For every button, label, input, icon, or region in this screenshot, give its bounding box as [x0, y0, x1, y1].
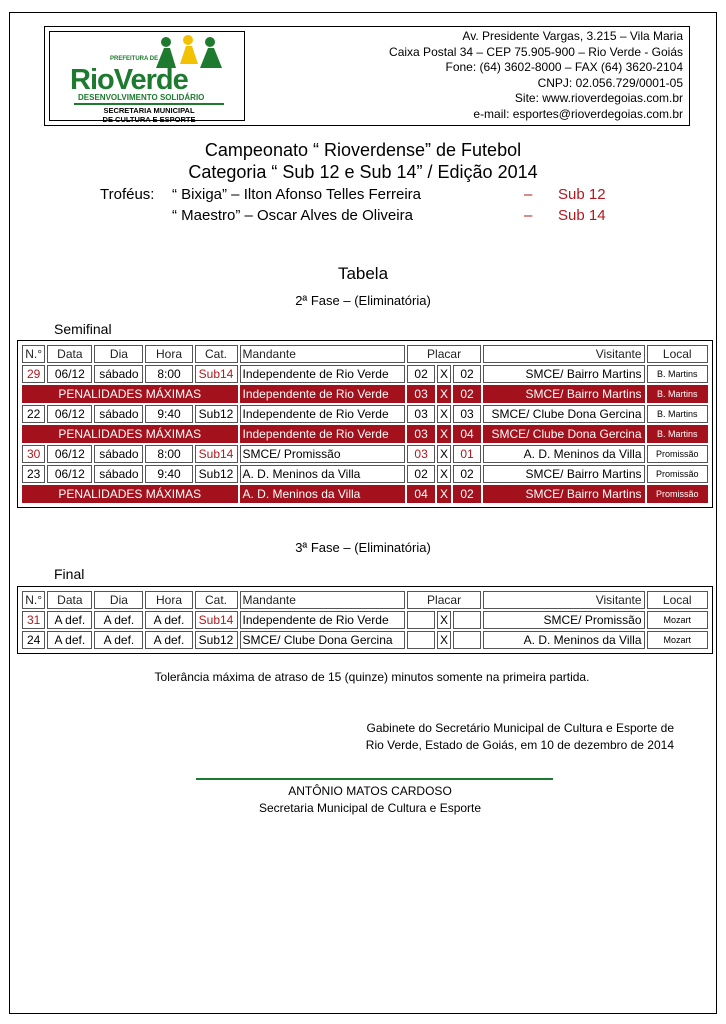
signature-name: ANTÔNIO MATOS CARDOSO	[288, 784, 452, 798]
trophy-1-dash: –	[524, 186, 533, 203]
game-number-cell: 29	[22, 365, 45, 383]
local-cell: B. Martins	[647, 385, 708, 403]
score-away-cell: 04	[453, 425, 481, 443]
phase2-title: 2ª Fase – (Eliminatória)	[295, 293, 431, 308]
game-number-cell: 31	[22, 611, 45, 629]
day-cell: sábado	[94, 465, 143, 483]
score-home-cell: 03	[407, 445, 435, 463]
score-home-cell: 04	[407, 485, 435, 503]
game-row	[22, 405, 708, 423]
day-cell: sábado	[94, 445, 143, 463]
score-home-cell: 03	[407, 405, 435, 423]
logo-prefeitura: PREFEITURA DE	[110, 56, 159, 62]
mandante-cell: A. D. Meninos da Villa	[240, 465, 406, 483]
game-number-cell: 22	[22, 405, 45, 423]
trophy-2-name: “ Maestro” – Oscar Alves de Oliveira	[172, 207, 413, 224]
visitante-cell: SMCE/ Clube Dona Gercina	[483, 425, 645, 443]
score-x-cell: X	[437, 385, 451, 403]
visitante-cell: A. D. Meninos da Villa	[483, 445, 645, 463]
email: e-mail: esportes@rioverdegoias.com.br	[473, 106, 683, 121]
mandante-cell: SMCE/ Clube Dona Gercina	[240, 631, 406, 649]
cnpj: CNPJ: 02.056.729/0001-05	[537, 75, 683, 90]
local-cell: B. Martins	[647, 425, 708, 443]
mandante-cell: A. D. Meninos da Villa	[240, 485, 406, 503]
date-cell: 06/12	[47, 465, 92, 483]
letterhead	[44, 26, 690, 126]
day-cell: A def.	[94, 611, 143, 629]
mandante-cell: Independente de Rio Verde	[240, 405, 406, 423]
trophy-1-cat: Sub 12	[558, 186, 606, 203]
score-away-cell: 01	[453, 445, 481, 463]
penalty-label: PENALIDADES MÁXIMAS	[22, 485, 238, 503]
day-cell: sábado	[94, 405, 143, 423]
date-cell: 06/12	[47, 365, 92, 383]
logo	[49, 31, 245, 124]
column-header-mandante: Mandante	[240, 345, 406, 363]
score-away-cell: 02	[453, 465, 481, 483]
local-cell: Promissão	[647, 445, 708, 463]
column-header-mandante: Mandante	[240, 591, 406, 609]
logo-tagline: DESENVOLVIMENTO SOLIDÁRIO	[78, 93, 205, 102]
time-cell: 8:00	[145, 365, 192, 383]
local-cell: B. Martins	[647, 405, 708, 423]
game-number-cell: 23	[22, 465, 45, 483]
date-cell: 06/12	[47, 445, 92, 463]
score-away-cell	[453, 611, 481, 629]
category-cell: Sub14	[195, 611, 238, 629]
gabinete-line-2: Rio Verde, Estado de Goiás, em 10 de dezembro de 2014	[365, 738, 674, 752]
local-cell: B. Martins	[647, 365, 708, 383]
category-cell: Sub14	[195, 445, 238, 463]
postal: Caixa Postal 34 – CEP 75.905-900 – Rio Verde - Goiás	[389, 44, 683, 59]
visitante-cell: SMCE/ Bairro Martins	[483, 385, 645, 403]
score-x-cell: X	[437, 425, 451, 443]
score-away-cell: 03	[453, 405, 481, 423]
category-cell: Sub14	[195, 365, 238, 383]
score-x-cell: X	[437, 631, 451, 649]
phase3-title: 3ª Fase – (Eliminatória)	[295, 540, 431, 555]
mandante-cell: Independente de Rio Verde	[240, 385, 406, 403]
date-cell: A def.	[47, 611, 92, 629]
score-away-cell: 02	[453, 365, 481, 383]
mandante-cell: Independente de Rio Verde	[240, 365, 406, 383]
score-home-cell: 03	[407, 385, 435, 403]
category-cell: Sub12	[195, 631, 238, 649]
category-cell: Sub12	[195, 405, 238, 423]
column-header-visitante: Visitante	[483, 345, 645, 363]
game-number-cell: 24	[22, 631, 45, 649]
column-header-dia: Dia	[94, 591, 143, 609]
logo-divider	[74, 103, 224, 105]
address: Av. Presidente Vargas, 3.215 – Vila Maria	[462, 29, 683, 43]
game-row	[22, 631, 708, 649]
time-cell: 8:00	[145, 445, 192, 463]
time-cell: A def.	[145, 611, 192, 629]
score-away-cell	[453, 631, 481, 649]
column-header-cat: Cat.	[195, 345, 238, 363]
trophies-label: Troféus:	[100, 186, 155, 203]
penalty-row	[22, 425, 708, 443]
score-x-cell: X	[437, 405, 451, 423]
logo-secretaria	[74, 106, 224, 124]
semifinal-label: Semifinal	[54, 321, 112, 337]
trophy-2-cat: Sub 14	[558, 207, 606, 224]
final-label: Final	[54, 566, 85, 582]
gabinete-line-1: Gabinete do Secretário Municipal de Cultura e Esporte de	[366, 721, 674, 735]
visitante-cell: A. D. Meninos da Villa	[483, 631, 645, 649]
visitante-cell: SMCE/ Bairro Martins	[483, 485, 645, 503]
column-header-n: N.°	[22, 345, 45, 363]
local-cell: Promissão	[647, 485, 708, 503]
category-title: Categoria “ Sub 12 e Sub 14” / Edição 2014	[188, 162, 538, 182]
day-cell: sábado	[94, 365, 143, 383]
score-x-cell: X	[437, 485, 451, 503]
score-x-cell: X	[437, 611, 451, 629]
time-cell: A def.	[145, 631, 192, 649]
game-number-cell: 30	[22, 445, 45, 463]
table-header-row	[22, 345, 708, 363]
table-header-row	[22, 591, 708, 609]
local-cell: Mozart	[647, 611, 708, 629]
column-header-dia: Dia	[94, 345, 143, 363]
time-cell: 9:40	[145, 465, 192, 483]
column-header-local: Local	[647, 591, 708, 609]
visitante-cell: SMCE/ Bairro Martins	[483, 465, 645, 483]
penalty-label: PENALIDADES MÁXIMAS	[22, 425, 238, 443]
column-header-data: Data	[47, 345, 92, 363]
score-away-cell: 02	[453, 385, 481, 403]
day-cell: A def.	[94, 631, 143, 649]
penalty-row	[22, 485, 708, 503]
semifinal-table	[20, 343, 710, 505]
column-header-local: Local	[647, 345, 708, 363]
gabinete-block	[366, 720, 674, 754]
mandante-cell: SMCE/ Promissão	[240, 445, 406, 463]
category-cell: Sub12	[195, 465, 238, 483]
date-cell: A def.	[47, 631, 92, 649]
score-x-cell: X	[437, 465, 451, 483]
mandante-cell: Independente de Rio Verde	[240, 425, 406, 443]
site: Site: www.rioverdegoias.com.br	[514, 91, 683, 105]
final-table	[20, 589, 710, 651]
column-header-placar: Placar	[407, 591, 481, 609]
score-home-cell: 02	[407, 465, 435, 483]
local-cell: Mozart	[647, 631, 708, 649]
penalty-label: PENALIDADES MÁXIMAS	[22, 385, 238, 403]
score-home-cell	[407, 611, 435, 629]
column-header-placar: Placar	[407, 345, 481, 363]
game-row	[22, 611, 708, 629]
tabela-title: Tabela	[337, 264, 389, 283]
mandante-cell: Independente de Rio Verde	[240, 611, 406, 629]
score-home-cell	[407, 631, 435, 649]
contact-block	[389, 29, 683, 122]
game-row	[22, 365, 708, 383]
visitante-cell: SMCE/ Bairro Martins	[483, 365, 645, 383]
phone: Fone: (64) 3602-8000 – FAX (64) 3620-2104	[445, 60, 683, 74]
score-x-cell: X	[437, 365, 451, 383]
game-row	[22, 465, 708, 483]
local-cell: Promissão	[647, 465, 708, 483]
column-header-hora: Hora	[145, 591, 192, 609]
date-cell: 06/12	[47, 405, 92, 423]
column-header-visitante: Visitante	[483, 591, 645, 609]
column-header-cat: Cat.	[195, 591, 238, 609]
visitante-cell: SMCE/ Clube Dona Gercina	[483, 405, 645, 423]
signature-role: Secretaria Municipal de Cultura e Esporte	[258, 801, 482, 815]
trophy-2-dash: –	[524, 207, 533, 224]
logo-name: RioVerde	[70, 64, 188, 96]
final-table-frame	[17, 586, 713, 654]
column-header-data: Data	[47, 591, 92, 609]
game-row	[22, 445, 708, 463]
signature-line	[196, 778, 553, 780]
time-cell: 9:40	[145, 405, 192, 423]
score-home-cell: 02	[407, 365, 435, 383]
score-away-cell: 02	[453, 485, 481, 503]
column-header-n: N.°	[22, 591, 45, 609]
tolerance-note: Tolerância máxima de atraso de 15 (quinze) minutos somente na primeira partida.	[154, 670, 590, 684]
logo-secretaria-2: DE CULTURA E ESPORTE	[102, 115, 196, 124]
score-home-cell: 03	[407, 425, 435, 443]
penalty-row	[22, 385, 708, 403]
column-header-hora: Hora	[145, 345, 192, 363]
championship-title: Campeonato “ Rioverdense” de Futebol	[204, 140, 522, 160]
semifinal-table-frame	[17, 340, 713, 508]
visitante-cell: SMCE/ Promissão	[483, 611, 645, 629]
trophy-1-name: “ Bixiga” – Ilton Afonso Telles Ferreira	[172, 186, 422, 203]
logo-secretaria-1: SECRETARIA MUNICIPAL	[103, 106, 195, 115]
score-x-cell: X	[437, 445, 451, 463]
